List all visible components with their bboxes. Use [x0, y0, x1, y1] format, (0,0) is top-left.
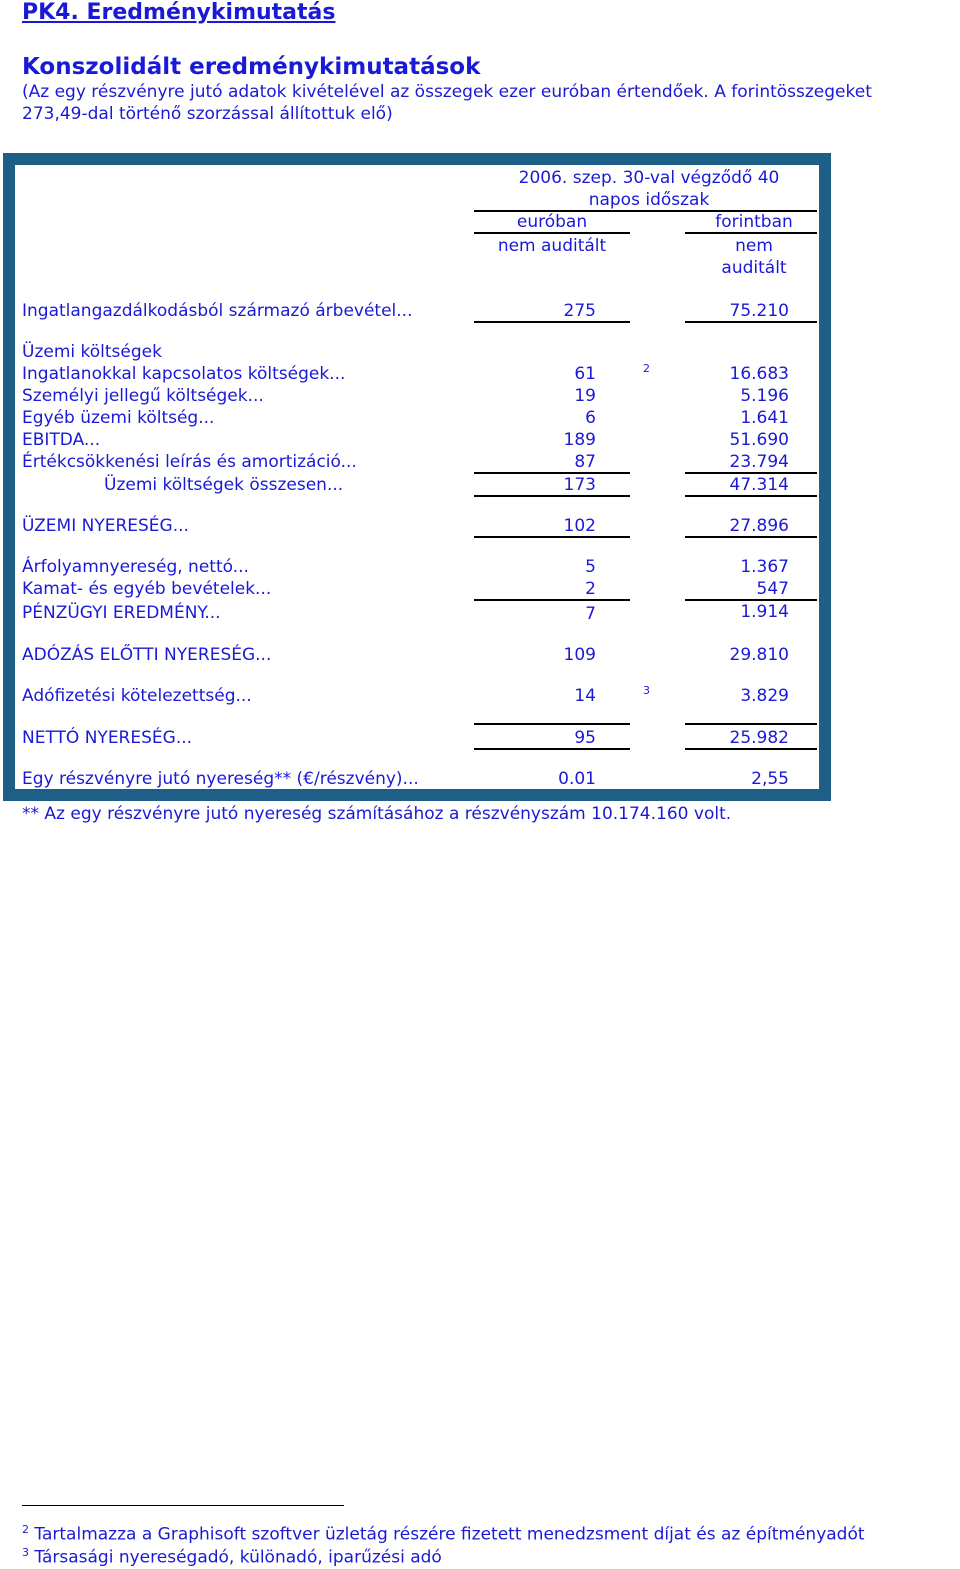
- underline: [474, 536, 630, 538]
- row-label: PÉNZÜGYI EREDMÉNY...: [22, 603, 221, 623]
- section-label: Üzemi költségek: [22, 342, 162, 362]
- col-eur-header: euróban: [516, 212, 588, 232]
- value-huf: 2,55: [751, 769, 789, 789]
- value-huf: 25.982: [729, 728, 789, 748]
- row-label: Személyi jellegű költségek...: [22, 386, 264, 406]
- row-label: NETTÓ NYERESÉG...: [22, 728, 193, 748]
- underline: [685, 536, 817, 538]
- col-huf-subheader-2: auditált: [721, 258, 787, 278]
- underline: [474, 472, 630, 474]
- row-label: EBITDA...: [22, 430, 101, 450]
- value-eur: 0.01: [558, 769, 596, 789]
- row-label: Egy részvényre jutó nyereség** (€/részvény)...: [22, 769, 419, 789]
- col-huf-rule: [685, 232, 817, 234]
- row-label: Adófizetési kötelezettség...: [22, 686, 252, 706]
- row-label: Ingatlanokkal kapcsolatos költségek...: [22, 364, 346, 384]
- value-huf: 547: [756, 579, 789, 599]
- value-huf: 51.690: [729, 430, 789, 450]
- value-eur: 5: [585, 557, 596, 577]
- value-eur: 14: [574, 686, 596, 706]
- period-header-line-2: napos időszak: [588, 190, 710, 210]
- value-eur: 189: [563, 430, 596, 450]
- value-huf: 1.914: [740, 602, 789, 622]
- footnote-text: Társasági nyereségadó, különadó, iparűzési adó: [34, 1547, 442, 1568]
- footnote-marker: 2: [643, 362, 650, 375]
- value-eur: 95: [574, 728, 596, 748]
- underline: [474, 748, 630, 750]
- col-eur-rule: [474, 232, 630, 234]
- intro-text-line-2: 273,49-dal történő szorzással állítottuk elő): [22, 104, 393, 124]
- value-huf: 3.829: [740, 686, 789, 706]
- underline: [474, 495, 630, 497]
- underline: [685, 321, 817, 323]
- underline: [474, 599, 630, 601]
- value-eur: 19: [574, 386, 596, 406]
- value-huf: 1.367: [740, 557, 789, 577]
- footnote-number: 2: [22, 1523, 29, 1536]
- value-eur: 61: [574, 364, 596, 384]
- value-huf: 16.683: [729, 364, 789, 384]
- eps-note: ** Az egy részvényre jutó nyereség számításához a részvényszám 10.174.160 volt.: [22, 804, 732, 824]
- underline: [685, 748, 817, 750]
- col-huf-header: forintban: [715, 212, 793, 232]
- value-huf: 5.196: [740, 386, 789, 406]
- row-label: Ingatlangazdálkodásból származó árbevétel...: [22, 301, 413, 321]
- value-eur: 6: [585, 408, 596, 428]
- col-eur-subheader: nem auditált: [497, 236, 607, 256]
- footnote-marker: 3: [643, 684, 650, 697]
- value-huf: 27.896: [729, 516, 789, 536]
- value-huf: 47.314: [729, 475, 789, 495]
- value-eur: 275: [563, 301, 596, 321]
- value-huf: 1.641: [740, 408, 789, 428]
- row-label: Üzemi költségek összesen...: [104, 475, 344, 495]
- underline: [474, 723, 630, 725]
- footnote-separator: [22, 1505, 344, 1506]
- document-heading: PK4. Eredménykimutatás: [22, 0, 336, 25]
- period-header-line-1: 2006. szep. 30-val végződő 40: [518, 168, 780, 188]
- underline: [685, 495, 817, 497]
- underline: [685, 599, 817, 601]
- value-eur: 87: [574, 452, 596, 472]
- row-label: Egyéb üzemi költség...: [22, 408, 215, 428]
- footnote-3: [22, 1546, 442, 1568]
- row-label: ÜZEMI NYERESÉG...: [22, 516, 189, 536]
- value-eur: 7: [585, 604, 596, 624]
- page-title: Konszolidált eredménykimutatások: [22, 54, 481, 80]
- value-eur: 102: [563, 516, 596, 536]
- footnote-2: [22, 1523, 865, 1545]
- col-huf-subheader-1: nem: [735, 236, 773, 256]
- row-label: Értékcsökkenési leírás és amortizáció...: [22, 452, 357, 472]
- row-label: ADÓZÁS ELŐTTI NYERESÉG...: [22, 645, 272, 665]
- value-huf: 75.210: [729, 301, 789, 321]
- underline: [685, 472, 817, 474]
- value-huf: 29.810: [729, 645, 789, 665]
- underline: [474, 321, 630, 323]
- row-label: Árfolyamnyereség, nettó...: [22, 557, 249, 577]
- intro-text-line-1: (Az egy részvényre jutó adatok kivételével az összegek ezer euróban értendőek. A forintösszegeket: [22, 82, 872, 102]
- value-eur: 173: [563, 475, 596, 495]
- row-label: Kamat- és egyéb bevételek...: [22, 579, 272, 599]
- underline: [685, 723, 817, 725]
- footnote-text: Tartalmazza a Graphisoft szoftver üzletág részére fizetett menedzsment díjat és az építményadót: [34, 1524, 865, 1545]
- value-eur: 2: [585, 579, 596, 599]
- value-eur: 109: [563, 645, 596, 665]
- value-huf: 23.794: [729, 452, 789, 472]
- footnote-number: 3: [22, 1546, 29, 1559]
